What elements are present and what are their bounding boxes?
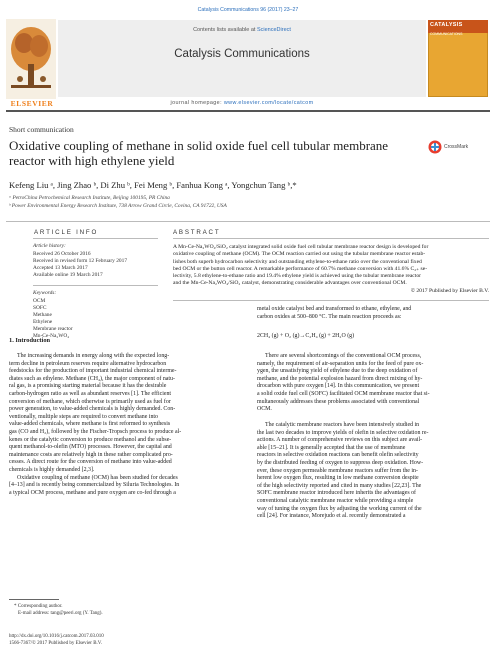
intro-line: a typical OCM process, methane and pure oxygen are co-fed through a — [9, 489, 176, 496]
elsevier-tree-logo[interactable] — [6, 19, 56, 99]
intro-line: the last two decades to improve yields of olefin in selective oxidation re- — [257, 429, 429, 436]
journal-title: Catalysis Communications — [174, 48, 310, 60]
crossmark-label[interactable]: CrossMark — [444, 144, 469, 150]
abstract-line: oxidative coupling of methane (OCM). The OCM reaction carried out using the tubular membrane reactor estab- — [173, 251, 426, 258]
intro-line: a solid oxide fuel cell (SOFC) facilitated OCM membrane reactor that si- — [257, 390, 430, 397]
article-history-label: Article history: — [33, 243, 66, 249]
abstract-line: and the Mn-Ce-Na₂WO₄/SiO₂ catalyst, demonstrating considerable advantages over conventional OCM. — [173, 280, 407, 287]
intro-line: actions. A number of comprehensive reviews on this subject are avail- — [257, 437, 423, 444]
keywords-label: Keywords: — [33, 290, 57, 296]
intro-line: reactors in selective oxidation reactions can benefit olefin selectivity — [257, 452, 419, 459]
affiliation-b: ᵇ Power Environmental Energy Research Institute, 738 Arrow Grand Circle, Covina, CA 91722, USA — [9, 203, 227, 209]
history-online: Available online 19 March 2017 — [33, 272, 103, 278]
journal-reference[interactable]: Catalysis Communications 96 (2017) 23–27 — [197, 7, 299, 13]
abstract-line: bed OCM or the button cell reactor. A remarkable performance of 60.7% methane conversion with 41.6% C₂₊ se- — [173, 265, 428, 272]
abstract-bottom-rule — [173, 300, 489, 301]
intro-line: The catalytic membrane reactors have been intensively studied in — [265, 422, 420, 428]
homepage-prefix: journal homepage: — [170, 100, 222, 106]
abstract-line: lishes both superb hydrocarbon selectivity and outstanding ethylene-to-ethane ratio over the conventional fixed — [173, 258, 422, 265]
contents-prefix: Contents lists available at — [193, 27, 256, 33]
intro-line: There are several shortcomings of the conventional OCM process, — [265, 353, 422, 359]
intro-line: chemicals is highly demanded [2,3]. — [9, 466, 95, 473]
keyword-item[interactable]: Ethylene — [33, 319, 53, 325]
crossmark-icon[interactable] — [428, 140, 442, 154]
footnote-rule — [9, 599, 59, 600]
journal-cover-title: CATALYSIS — [430, 22, 463, 28]
intro-line: ever, these oxygen permeable membrane reactors suffer from the in- — [257, 467, 418, 474]
abstract-line: lectivity, 5.8 ethylene-to-ethane ratio and 19.4% ethylene yield is achieved using the tubular membrane reactor — [173, 273, 422, 280]
intro-line: metal oxide catalyst bed and transformed to ethane, ethylene, and — [257, 306, 412, 312]
intro-line: ral gas, is a promising starting material because it has the desirable — [9, 383, 167, 390]
intro-line: drocarbon with pure oxygen [14]. In this communication, we present — [257, 383, 420, 390]
intro-line: Oxidative coupling of methane (OCM) has been studied for decades — [17, 474, 178, 481]
intro-line: able [15–21]. It is generally accepted that the use of membrane — [257, 444, 406, 451]
info-top-rule — [6, 221, 490, 222]
paper-title: Oxidative coupling of methane in solid oxide fuel cell tubular membrane reactor with high ethylene yield — [9, 138, 389, 168]
intro-line: value-added chemicals, where methane is first reformed to synthesis — [9, 421, 171, 428]
header-rule — [6, 110, 490, 112]
history-received: Received 26 October 2016 — [33, 251, 91, 257]
abstract-text — [173, 244, 489, 288]
intro-line: OCM. — [257, 406, 272, 413]
intro-left-column — [9, 353, 245, 497]
sciencedirect-link[interactable]: ScienceDirect — [256, 27, 291, 33]
intro-right-p2 — [257, 353, 489, 414]
intro-line: ventionally, multiple steps are required to convert methane into — [9, 413, 158, 420]
abstract-heading: ABSTRACT — [173, 229, 221, 236]
article-section-type: Short communication — [9, 125, 74, 134]
reaction-equation: 2CH₄ (g) + O₂ (g)→C₂H₄ (g) + 2H₂O (g) — [257, 333, 355, 339]
keywords-rule — [33, 285, 158, 286]
intro-line: diates such as ethylene. Methane (CH₄), the major component of natu- — [9, 375, 175, 382]
keyword-item[interactable]: Mn-Ce-Na₂WO₄ — [33, 333, 70, 339]
intro-line: cell [24]. For instance, Morejudo et al. recently demonstrated a — [257, 513, 406, 520]
doi-link[interactable]: http://dx.doi.org/10.1016/j.catcom.2017.03.010 — [9, 634, 104, 639]
intro-line: feedstocks for the production of important industrial chemical interme- — [9, 368, 177, 375]
intro-line: of the high selectivity reported and cited in many studies [22,23]. The — [257, 482, 422, 489]
abstract-copyright: © 2017 Published by Elsevier B.V. — [410, 288, 489, 294]
intro-line: conversion of methane, which otherwise is primarily used as fuel for — [9, 398, 171, 405]
corresponding-author-note: * Corresponding author. — [14, 604, 63, 609]
keyword-item[interactable]: Membrane reactor — [33, 326, 73, 332]
intro-line: methane, and the potential explosion hazard from direct mixing of hy- — [257, 375, 423, 382]
affiliation-a: ᵃ PetroChina Petrochemical Research Institute, Beijing 100195, PR China — [9, 195, 170, 201]
intro-line: The increasing demands in energy along with the expected long- — [17, 353, 170, 359]
abstract-line: A Mn-Ce-Na₂WO₄/SiO₂ catalyst integrated solid oxide fuel cell tubular membrane reactor design is developed for — [173, 244, 429, 250]
contents-line — [58, 27, 426, 33]
keyword-item[interactable]: Methane — [33, 312, 52, 318]
intro-line: SOFC membrane reactor introduced here inherits the advantages of — [257, 490, 416, 497]
intro-right-p3 — [257, 422, 489, 521]
homepage-link[interactable]: www.elsevier.com/locate/catcom — [223, 100, 314, 106]
journal-homepage — [58, 100, 426, 106]
keyword-item[interactable]: OCM — [33, 298, 46, 304]
intro-line: multaneously addresses these problems associated with conventional — [257, 398, 420, 405]
intro-line: gas (CO and H₂), followed by the Fischer-Tropsch process to produce al- — [9, 428, 182, 435]
introduction-heading: 1. Introduction — [9, 337, 51, 344]
history-accepted: Accepted 13 March 2017 — [33, 265, 88, 271]
publisher-name: ELSEVIER — [10, 99, 54, 108]
intro-line: way of tuning the oxygen flux by adjusting the working current of the — [257, 505, 422, 512]
keyword-item[interactable]: SOFC — [33, 305, 47, 311]
intro-line: [4–13] and is recently being commercialized by Siluria Technologies. In — [9, 482, 180, 489]
intro-line: kenes or the catalytic conversion to produce methanol and the subse- — [9, 436, 172, 443]
intro-line: herent low oxygen flux, resulting in low methane conversion despite — [257, 475, 419, 482]
author-list: Kefeng Liu ᵃ, Jing Zhao ᵇ, Di Zhu ᵇ, Fei Meng ᵇ, Fanhua Kong ᵃ, Yongchun Tang ᵇ,* — [9, 180, 297, 190]
history-revised: Received in revised form 12 February 2017 — [33, 258, 128, 264]
journal-cover-subtitle: COMMUNICATIONS — [430, 32, 463, 36]
author-email[interactable]: E-mail address: tang@peeri.org (Y. Tang). — [18, 611, 103, 616]
intro-line: power generation, to value-added chemicals is highly demanded. Con- — [9, 406, 176, 413]
intro-line: cesses. A direct route for the conversion of methane into value-added — [9, 459, 172, 466]
issn-copyright: 1566-7367/© 2017 Published by Elsevier B.V. — [9, 641, 103, 646]
intro-line: ygen, the unsatisfying yield of ethylene due to the deep oxidation of — [257, 368, 418, 375]
intro-line: carbon-hydrogen ratio as well as abundant reserves [1]. The efficient — [9, 390, 172, 397]
intro-line: maintenance costs are relatively high in these rather complicated pro- — [9, 451, 173, 458]
article-info-rule — [33, 238, 158, 239]
abstract-rule — [173, 238, 489, 239]
article-info-heading: ARTICLE INFO — [34, 229, 99, 236]
intro-line: namely, the requirement of air-separation units for the feed of pure ox- — [257, 360, 424, 367]
intro-line: carbon oxides at 500–800 °C. The main reaction proceeds as: — [257, 313, 402, 320]
intro-line: by the distributed feeding of oxygen to suppress deep oxidation. How- — [257, 459, 424, 466]
intro-right-top — [257, 306, 489, 321]
intro-line: quent methanol-to-olefin (MTO) processes. However, the capital and — [9, 444, 172, 451]
intro-line: conventional catalytic membrane reactor while providing a simple — [257, 497, 414, 504]
intro-line: term decline in petroleum reserves require alternative hydrocarbon — [9, 360, 167, 367]
